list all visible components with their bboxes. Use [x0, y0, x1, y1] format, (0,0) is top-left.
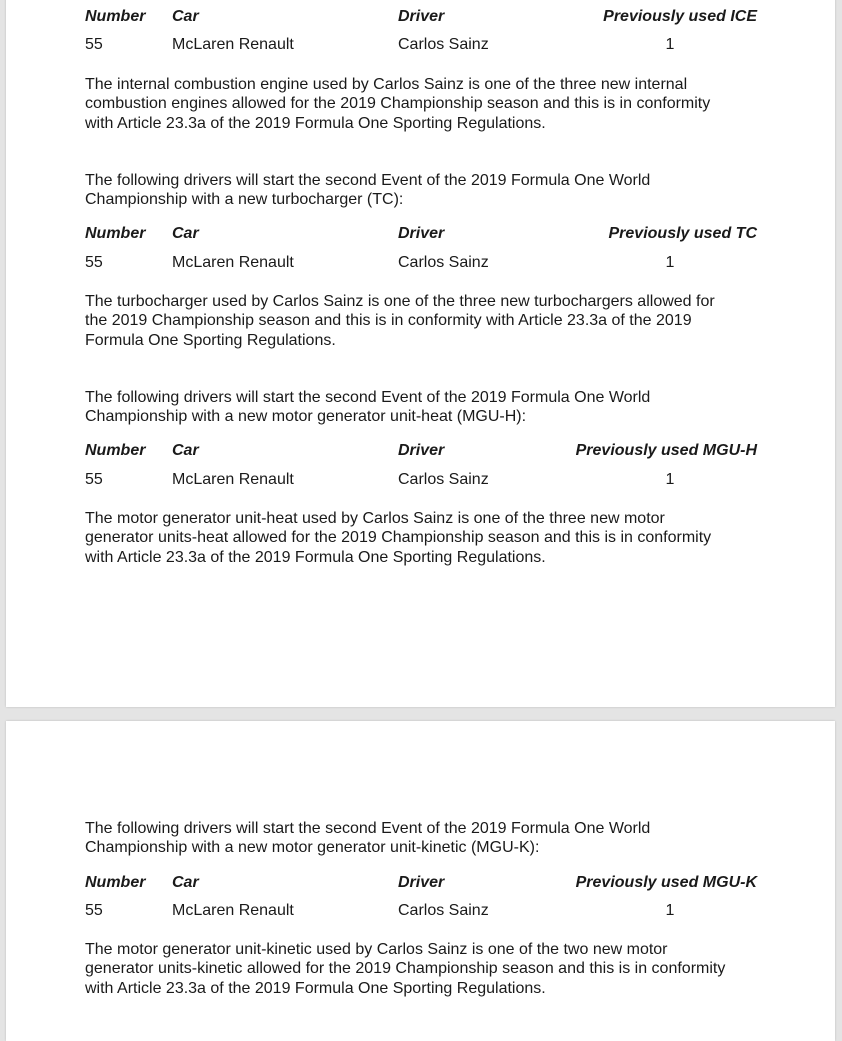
header-previously-used: Previously used ICE	[603, 8, 757, 25]
header-car: Car	[172, 225, 199, 242]
row-previously-used: 1	[665, 902, 675, 919]
row-number: 55	[85, 254, 103, 271]
row-driver: Carlos Sainz	[398, 36, 489, 53]
header-number: Number	[85, 8, 146, 25]
header-car: Car	[172, 8, 199, 25]
header-driver: Driver	[398, 225, 445, 242]
row-number: 55	[85, 471, 103, 488]
row-driver: Carlos Sainz	[398, 902, 489, 919]
mgu-k-note: The motor generator unit-kinetic used by Carlos Sainz is one of the two new motor generator units-kinetic allowed for the 2019 Championship season and this is in conformity with Article 23.3a of the 2019 Formula One Sporting Regulations.	[85, 941, 726, 997]
mgu-h-intro: The following drivers will start the second Event of the 2019 Formula One World Championship with a new motor generator unit-heat (MGU-H):	[85, 389, 651, 426]
header-driver: Driver	[398, 442, 445, 459]
mgu-h-note: The motor generator unit-heat used by Carlos Sainz is one of the three new motor generator units-heat allowed for the 2019 Championship season and this is in conformity with Article 23.3a of the 2019 Formula One Sporting Regulations.	[85, 510, 712, 566]
row-driver: Carlos Sainz	[398, 471, 489, 488]
row-car: McLaren Renault	[172, 254, 294, 271]
row-previously-used: 1	[665, 471, 675, 488]
document-page-2	[6, 721, 835, 1041]
document-page-1	[6, 0, 835, 707]
row-car: McLaren Renault	[172, 36, 294, 53]
row-number: 55	[85, 36, 103, 53]
row-previously-used: 1	[665, 36, 675, 53]
row-car: McLaren Renault	[172, 902, 294, 919]
header-previously-used: Previously used TC	[608, 225, 757, 242]
ice-note: The internal combustion engine used by Carlos Sainz is one of the three new internal combustion engines allowed for the 2019 Championship season and this is in conformity with Article 23.3a of the 2019 Formula One Sporting Regulations.	[85, 76, 711, 132]
row-number: 55	[85, 902, 103, 919]
row-car: McLaren Renault	[172, 471, 294, 488]
tc-intro: The following drivers will start the second Event of the 2019 Formula One World Championship with a new turbocharger (TC):	[85, 172, 651, 209]
mgu-k-intro: The following drivers will start the second Event of the 2019 Formula One World Championship with a new motor generator unit-kinetic (MGU-K):	[85, 820, 651, 857]
header-number: Number	[85, 442, 146, 459]
tc-note: The turbocharger used by Carlos Sainz is one of the three new turbochargers allowed for the 2019 Championship season and this is in conformity with Article 23.3a of the 2019 Formula One Sporting Regulations.	[85, 293, 715, 349]
header-previously-used: Previously used MGU-K	[575, 874, 757, 891]
row-previously-used: 1	[665, 254, 675, 271]
header-car: Car	[172, 442, 199, 459]
header-number: Number	[85, 225, 146, 242]
header-number: Number	[85, 874, 146, 891]
header-driver: Driver	[398, 874, 445, 891]
row-driver: Carlos Sainz	[398, 254, 489, 271]
header-car: Car	[172, 874, 199, 891]
header-driver: Driver	[398, 8, 445, 25]
header-previously-used: Previously used MGU-H	[575, 442, 757, 459]
